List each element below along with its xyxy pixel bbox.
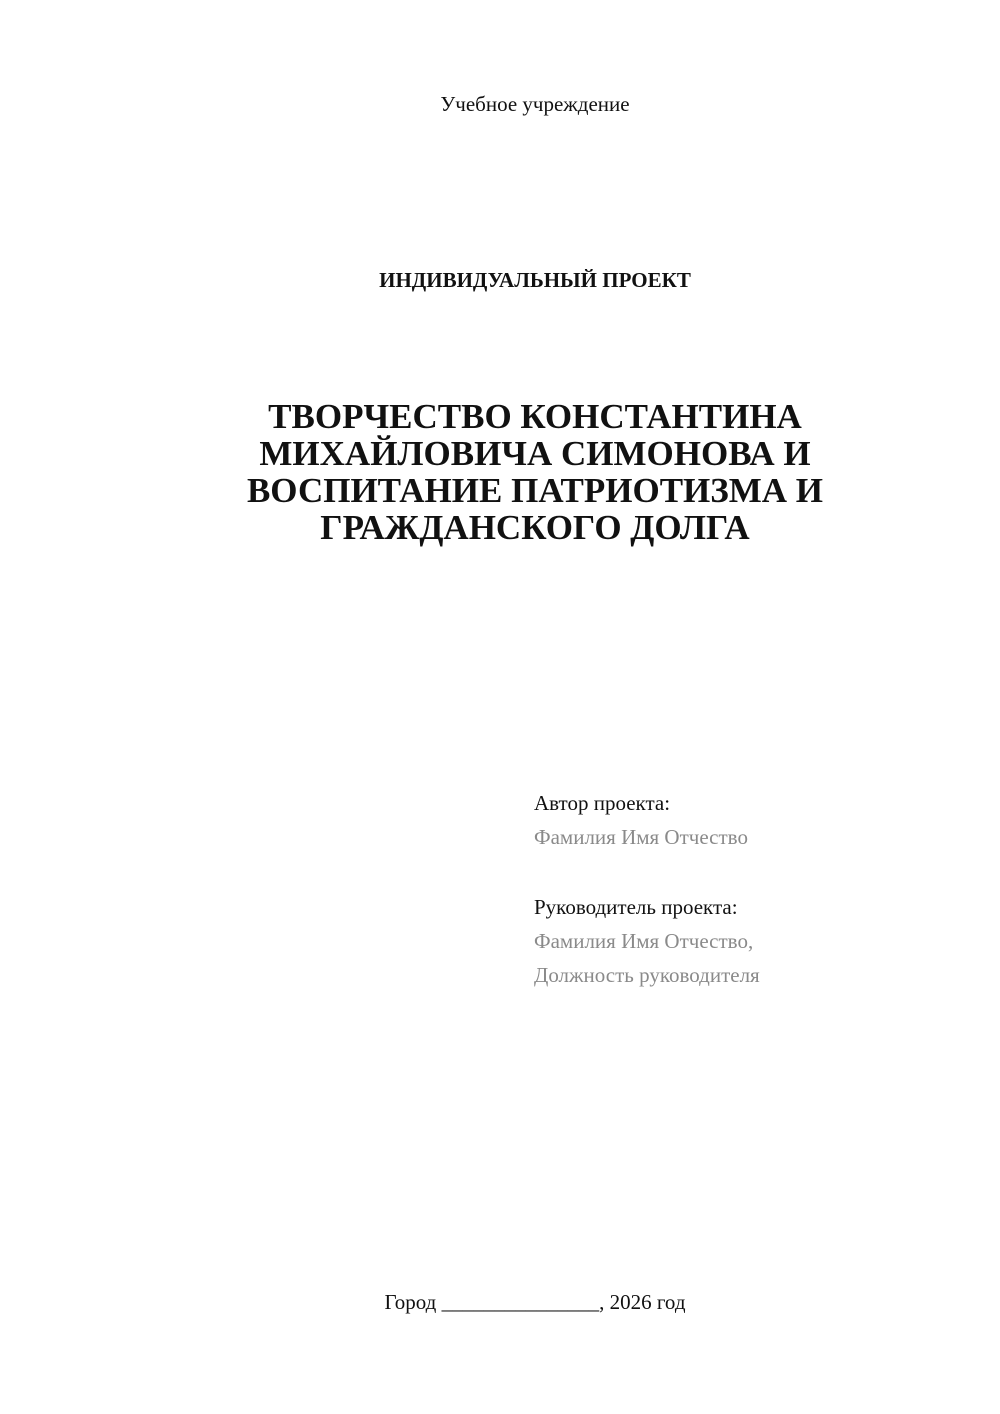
project-title-line: ВОСПИТАНИЕ ПАТРИОТИЗМА И <box>246 471 824 510</box>
author-label: Автор проекта: <box>534 791 671 815</box>
supervisor-name-placeholder: Фамилия Имя Отчество, <box>534 929 754 953</box>
city-year-line: Город _______________, 2026 год <box>384 1290 686 1314</box>
project-title-line: ТВОРЧЕСТВО КОНСТАНТИНА <box>268 397 802 436</box>
supervisor-label: Руководитель проекта: <box>534 895 738 919</box>
supervisor-position-placeholder: Должность руководителя <box>534 963 760 987</box>
project-title <box>180 398 890 546</box>
project-type-heading: ИНДИВИДУАЛЬНЫЙ ПРОЕКТ <box>379 268 691 292</box>
signature-block <box>534 786 954 992</box>
author-name-placeholder: Фамилия Имя Отчество <box>534 825 748 849</box>
project-title-line: ГРАЖДАНСКОГО ДОЛГА <box>320 508 750 547</box>
project-title-line: МИХАЙЛОВИЧА СИМОНОВА И <box>259 434 811 473</box>
institution-name: Учебное учреждение <box>440 92 630 116</box>
